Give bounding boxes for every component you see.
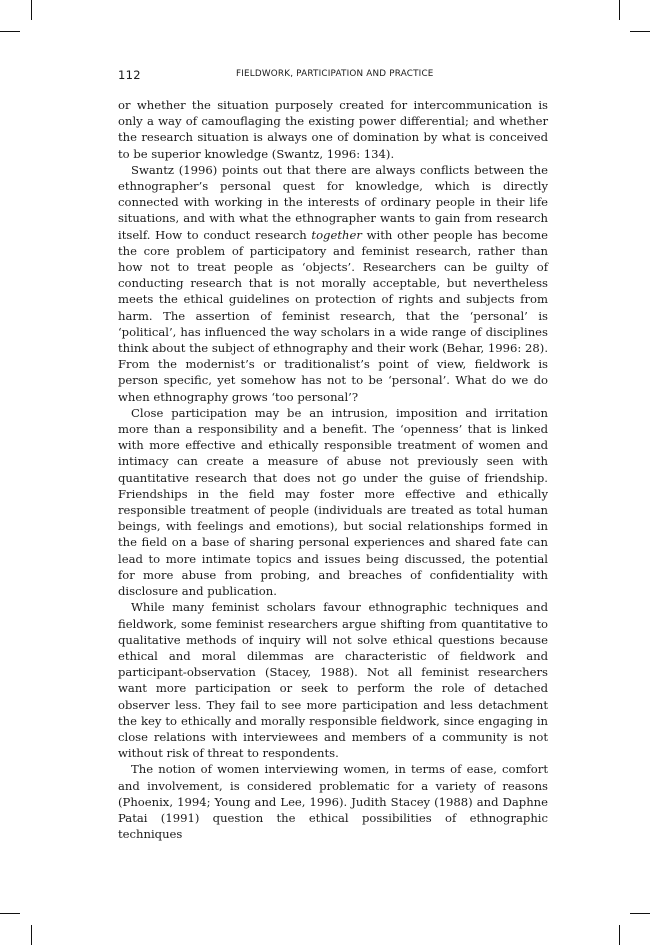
crop-mark-top-left-horizontal xyxy=(0,31,20,32)
crop-mark-bottom-right-horizontal xyxy=(630,913,650,914)
paragraph-3: Close participation may be an intrusion, imposition and irritation more than a responsibility and a benefit. The ‘openness’ that is linked with more effective and ethically responsible treatment of women and intimacy can create a measure of abuse not previously seen with quantitative research that does not go under the guise of friendship. Friendships in the field may foster more effective and ethically responsible treatment of people (individuals are treated as total human beings, with feelings and emotions), but social relationships formed in the field on a base of sharing personal experiences and shared fate can lead to more intimate topics and issues being discussed, the potential for more abuse from probing, and breaches of confidentiality with disclosure and publication. xyxy=(118,405,548,599)
crop-mark-bottom-left-vertical xyxy=(31,925,32,945)
page-number: 112 xyxy=(118,68,141,82)
paragraph-2-emphasis: together xyxy=(311,227,362,242)
crop-mark-bottom-left-horizontal xyxy=(0,913,20,914)
paragraph-4: While many feminist scholars favour ethnographic techniques and fieldwork, some feminist researchers argue shifting from quantitative to qualitative methods of inquiry will not solve ethical questions because ethical and moral dilemmas are characteristic of fieldwork and participant-observation (Stacey, 1988). Not all feminist researchers want more participation or seek to perform the role of detached observer less. They fail to see more participation and less detachment the key to ethically and morally responsible fieldwork, since engaging in close relations with interviewees and members of a community is not without risk of threat to respondents. xyxy=(118,600,548,761)
paragraph-2-before: Swantz (1996) points out that there are always conflicts between the ethnographer’s personal quest for knowledge, which is directly connected with working in the interests of ordinary people in their life situations, and with what the ethnographer wants to gain from research itself. How to conduct research xyxy=(118,162,548,242)
crop-mark-bottom-right-vertical xyxy=(619,925,620,945)
crop-mark-top-left-vertical xyxy=(31,0,32,20)
paragraph-5: The notion of women interviewing women, in terms of ease, comfort and involvement, is considered problematic for a variety of reasons (Phoenix, 1994; Young and Lee, 1996). Judith Stacey (1988) and Daphne Patai (1991) question the ethical possibilities of ethnographic techniques xyxy=(118,762,548,842)
body-text xyxy=(118,97,548,842)
paragraph-2 xyxy=(118,162,548,405)
page-header xyxy=(118,68,548,84)
paragraph-1: or whether the situation purposely created for intercommunication is only a way of camouflaging the existing power differential; and whether the research situation is always one of domination by what is conceived to be superior knowledge (Swantz, 1996: 134). xyxy=(118,98,548,161)
paragraph-2-after: with other people has become the core problem of participatory and feminist research, rather than how not to treat people as ‘objects’. Researchers can be guilty of conducting research that is not morally acceptable, but nevertheless meets the ethical guidelines on protection of rights and subjects from harm. The assertion of feminist research, that the ‘personal’ is ‘political’, has influenced the way scholars in a wide range of disciplines think about the subject of ethnography and their work (Behar, 1996: 28). From the modernist’s or traditionalist’s point of view, fieldwork is person specific, yet somehow has not to be ‘personal’. What do we do when ethnography grows ‘too personal’? xyxy=(118,227,549,404)
crop-mark-top-right-vertical xyxy=(619,0,620,20)
running-head: FIELDWORK, PARTICIPATION AND PRACTICE xyxy=(236,69,434,79)
crop-mark-top-right-horizontal xyxy=(630,31,650,32)
